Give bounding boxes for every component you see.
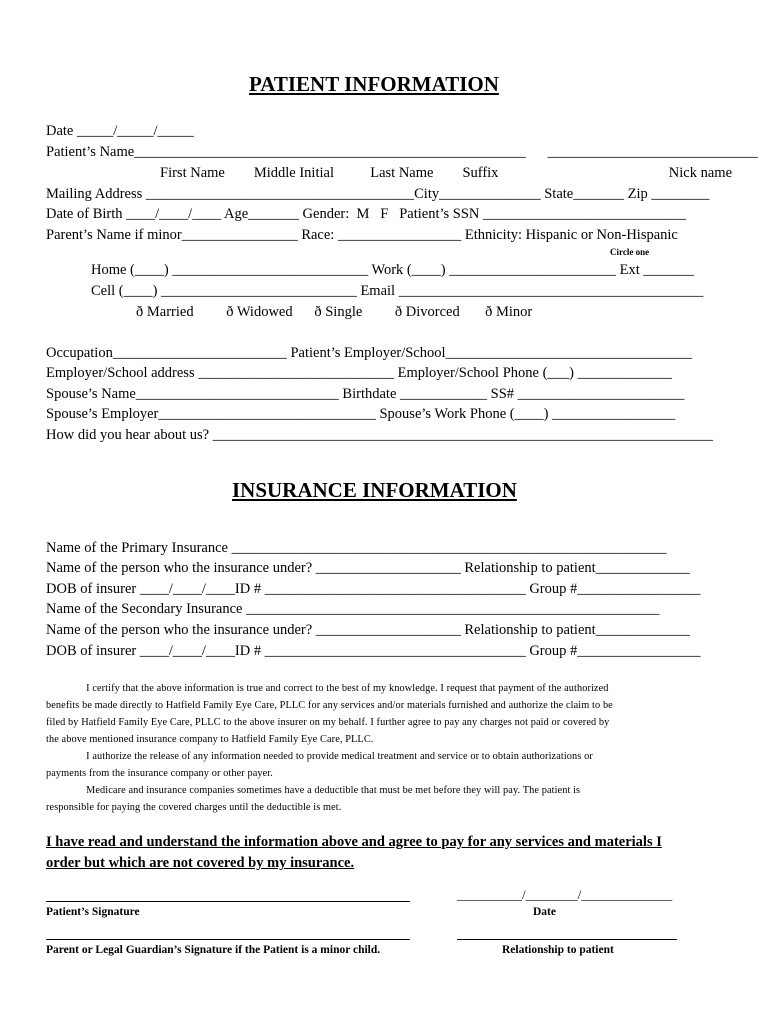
certification-line: Medicare and insurance companies sometimes have a deductible that must be met before they will pay. The patient is	[46, 785, 581, 796]
certification-line: payments from the insurance company or other payer.	[46, 768, 273, 779]
certification-line: I certify that the above information is true and correct to the best of my knowledge. I request that payment of the authorized	[46, 683, 609, 694]
relationship-label: Relationship to patient	[502, 944, 614, 956]
spouse-name-field[interactable]: Spouse’s Name____________________________ Birthdate ____________ SS# _______________________	[46, 386, 685, 402]
agreement-statement-line-1: I have read and understand the information above and agree to pay for any services and materials I	[46, 834, 662, 850]
secondary-insurance-field[interactable]: Name of the Secondary Insurance _________________________________________________________	[46, 601, 660, 617]
signature-date-field[interactable]: __________/________/______________	[457, 887, 673, 902]
date-label: Date	[533, 906, 556, 918]
certification-line: responsible for paying the covered charges until the deductible is met.	[46, 802, 342, 813]
patient-name-field[interactable]: Patient’s Name______________________________________________________ _____________________________	[46, 144, 758, 160]
parent-name-field[interactable]: Parent’s Name if minor________________ Race: _________________ Ethnicity: Hispanic or Non-Hispanic	[46, 227, 678, 243]
occupation-field[interactable]: Occupation________________________ Patient’s Employer/School__________________________________	[46, 345, 693, 361]
marital-status-options[interactable]: ð Married ð Widowed ð Single ð Divorced ð Minor	[136, 304, 533, 320]
home-phone-field[interactable]: Home (____) ___________________________ Work (____) _______________________ Ext _______	[91, 262, 695, 278]
guardian-signature-label: Parent or Legal Guardian’s Signature if the Patient is a minor child.	[46, 944, 381, 956]
certification-line: benefits be made directly to Hatfield Family Eye Care, PLLC for any services and/or materials furnished and authorize the claim to be	[46, 700, 613, 711]
cell-phone-field[interactable]: Cell (____) ___________________________ Email __________________________________________	[91, 283, 704, 299]
primary-insured-person-field[interactable]: Name of the person who the insurance under? ____________________ Relationship to patient_____________	[46, 560, 690, 576]
primary-insurance-field[interactable]: Name of the Primary Insurance ____________________________________________________________	[46, 540, 667, 556]
certification-line: filed by Hatfield Family Eye Care, PLLC to the above insurer on my behalf. I further agree to pay any charges not paid or covered by	[46, 717, 610, 728]
insurance-title: INSURANCE INFORMATION	[232, 478, 517, 502]
secondary-insurer-dob-field[interactable]: DOB of insurer ____/____/____ID # ____________________________________ Group #_________________	[46, 643, 701, 659]
certification-line: the above mentioned insurance company to Hatfield Family Eye Care, PLLC.	[46, 734, 374, 745]
date-of-birth-field[interactable]: Date of Birth ____/____/____ Age_______ Gender: M F Patient’s SSN ____________________________	[46, 206, 686, 222]
patient-signature-line[interactable]	[46, 901, 410, 902]
circle-one-note: Circle one	[610, 247, 650, 257]
page-title: PATIENT INFORMATION	[249, 72, 499, 96]
date-field[interactable]: Date _____/_____/_____	[46, 123, 194, 139]
employer-address-field[interactable]: Employer/School address ___________________________ Employer/School Phone (___) _____________	[46, 365, 672, 381]
spouse-employer-field[interactable]: Spouse’s Employer______________________________ Spouse’s Work Phone (____) _________________	[46, 406, 676, 422]
relationship-line[interactable]	[457, 939, 677, 940]
guardian-signature-line[interactable]	[46, 939, 410, 940]
patient-signature-label: Patient’s Signature	[46, 906, 140, 918]
agreement-statement-line-2: order but which are not covered by my insurance.	[46, 855, 355, 871]
secondary-insured-person-field[interactable]: Name of the person who the insurance under? ____________________ Relationship to patient_____________	[46, 622, 690, 638]
mailing-address-field[interactable]: Mailing Address _____________________________________City______________ State_______ Zip ________	[46, 186, 710, 202]
certification-line: I authorize the release of any information needed to provide medical treatment and service or to obtain authorizations or	[46, 751, 593, 762]
primary-insurer-dob-field[interactable]: DOB of insurer ____/____/____ID # ____________________________________ Group #_________________	[46, 581, 701, 597]
patient-name-sublabels: First Name Middle Initial Last Name Suffix Nick name	[160, 165, 733, 181]
referral-source-field[interactable]: How did you hear about us? _____________________________________________________________________	[46, 427, 713, 443]
